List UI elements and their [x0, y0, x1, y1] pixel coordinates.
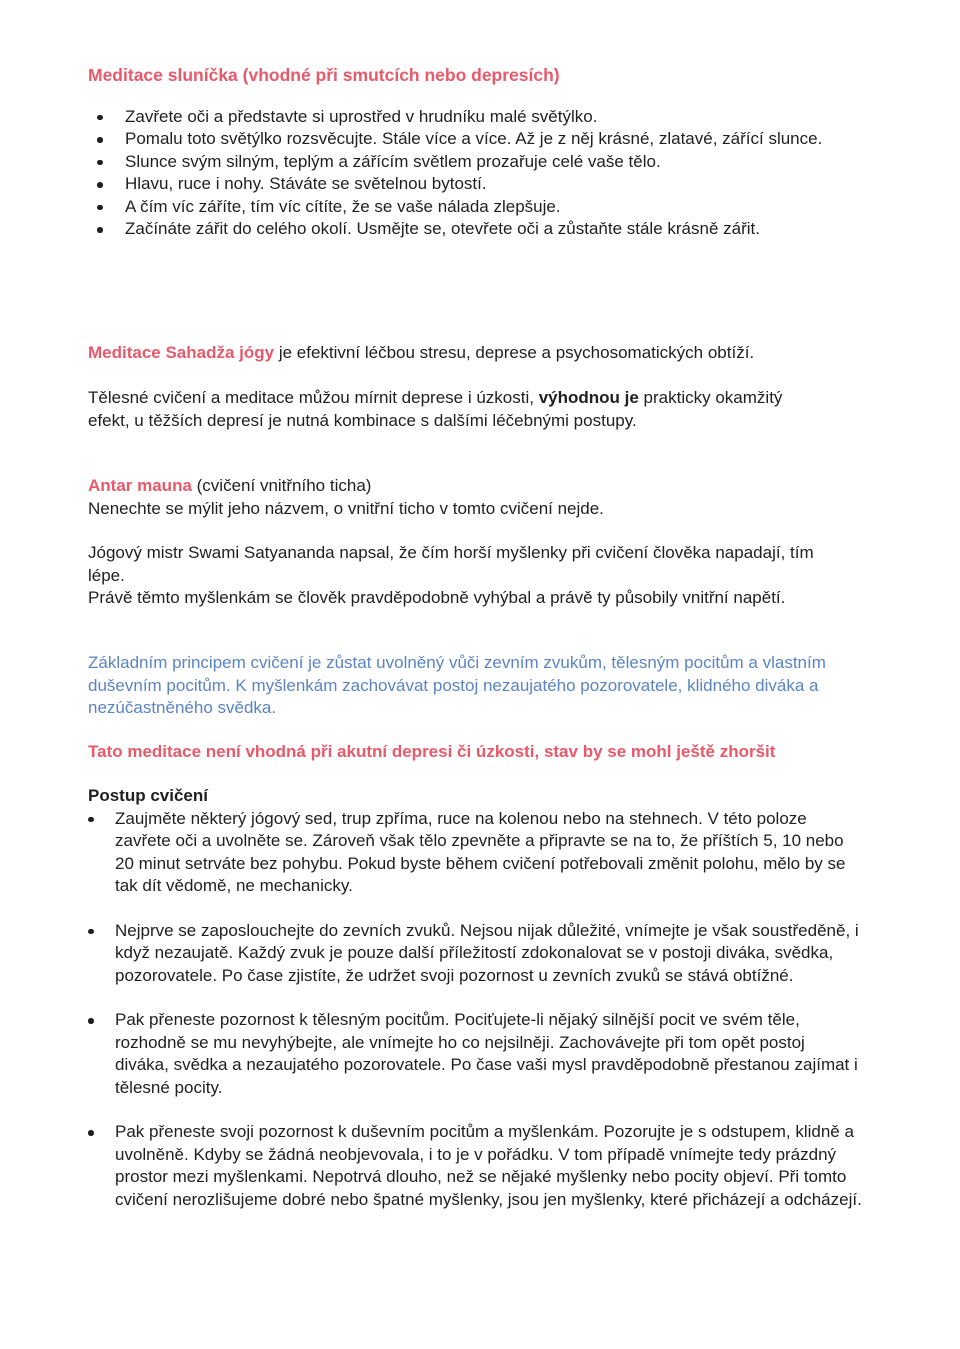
satyananda-paragraph-1: Jógový mistr Swami Satyananda napsal, že čím horší myšlenky při cvičení člověka napadají, tím lépe.: [88, 543, 814, 585]
exercise-text-1: Tělesné cvičení a meditace můžou mírnit deprese i úzkosti,: [88, 388, 539, 407]
antar-mauna-highlight: Antar mauna: [88, 476, 192, 495]
satyananda-section: [88, 542, 818, 610]
sahadza-highlight: Meditace Sahadža jógy: [88, 343, 275, 362]
list-item: Pak přeneste svoji pozornost k duševním pocitům a myšlenkám. Pozorujte je s odstupem, klidně a uvolněně. Kdyby se žádná neobjevovala, i to je v pořádku. V tom případě vnímejte tedy prázdný prostor mezi myšlenkami. Nepotrvá dlouho, než se nějaké myšlenky nebo pocity objeví. Při tomto cvičení nerozlišujeme dobré nebo špatné myšlenky, jsou jen myšlenky, které přicházejí a odcházejí.: [88, 1121, 863, 1211]
sun-meditation-list: [88, 106, 878, 241]
list-item: Zavřete oči a představte si uprostřed v hrudníku malé světýlko.: [88, 106, 878, 129]
satyananda-paragraph-2: Právě těmto myšlenkám se člověk pravděpodobně vyhýbal a právě ty působily vnitřní napětí.: [88, 588, 786, 607]
list-item: Slunce svým silným, teplým a zářícím světlem prozařuje celé vaše tělo.: [88, 151, 878, 174]
antar-mauna-section: [88, 475, 888, 520]
antar-mauna-subtitle: (cvičení vnitřního ticha): [191, 476, 372, 495]
list-item: Začínáte zářit do celého okolí. Usmějte se, otevřete oči a zůstaňte stále krásně zářit.: [88, 218, 878, 241]
procedure-section: [88, 785, 888, 1211]
warning-text: Tato meditace není vhodná při akutní depresi či úzkosti, stav by se mohl ještě zhoršit: [88, 742, 776, 761]
list-item: Hlavu, ruce i nohy. Stáváte se světelnou bytostí.: [88, 173, 878, 196]
warning-section: [88, 741, 888, 764]
principle-paragraph: [88, 652, 858, 720]
principle-text: Základním principem cvičení je zůstat uvolněný vůči zevním zvukům, tělesným pocitům a vlastním duševním pocitům. K myšlenkám zachovávat postoj nezaujatého pozorovatele, klidného diváka a nezúčastněného svědka.: [88, 653, 826, 717]
list-item: A čím víc záříte, tím víc cítíte, že se vaše nálada zlepšuje.: [88, 196, 878, 219]
list-item: Pomalu toto světýlko rozsvěcujte. Stále více a více. Až je z něj krásné, zlatavé, zářící slunce.: [88, 128, 855, 151]
exercise-bold: výhodnou je: [538, 388, 639, 407]
exercise-paragraph: [88, 387, 818, 432]
procedure-list: [88, 808, 863, 1212]
sun-meditation-section: [88, 64, 888, 241]
sahadza-paragraph: [88, 342, 888, 365]
sahadza-text: je efektivní léčbou stresu, deprese a psychosomatických obtíží.: [274, 343, 755, 362]
procedure-heading: Postup cvičení: [88, 786, 208, 805]
list-item: Nejprve se zaposlouchejte do zevních zvuků. Nejsou nijak důležité, vnímejte je však soustředěně, i když nezaujatě. Každý zvuk je pouze další příležitostí zdokonalovat se v postoji diváka, svědka, pozorovatele. Po čase zjistíte, že udržet svoji pozornost u zevních zvuků se stává obtížné.: [88, 920, 863, 988]
exercise-text-2: prakticky okamžitý efekt, u těžších depresí je nutná kombinace s dalšími léčebnými postupy.: [88, 388, 783, 430]
sun-meditation-heading: Meditace sluníčka (vhodné při smutcích nebo depresích): [88, 65, 560, 85]
list-item: Pak přeneste pozornost k tělesným pocitům. Pociťujete-li nějaký silnější pocit ve svém těle, rozhodně se mu nevyhýbejte, ale vnímejte ho co nejsilněji. Zachovávejte při tom opět postoj diváka, svědka a nezaujatého pozorovatele. Po čase vaši mysl pravděpodobně přestanou zajímat i tělesné pocity.: [88, 1009, 863, 1099]
list-item: Zaujměte některý jógový sed, trup zpříma, ruce na kolenou nebo na stehnech. V této poloze zavřete oči a uvolněte se. Zároveň však tělo zpevněte a připravte se na to, že příštích 5, 10 nebo 20 minut setrváte bez pohybu. Pokud byste během cvičení potřebovali změnit polohu, mělo by se tak dít vědomě, ne mechanicky.: [88, 808, 863, 898]
antar-mauna-line: Nenechte se mýlit jeho názvem, o vnitřní ticho v tomto cvičení nejde.: [88, 498, 604, 518]
